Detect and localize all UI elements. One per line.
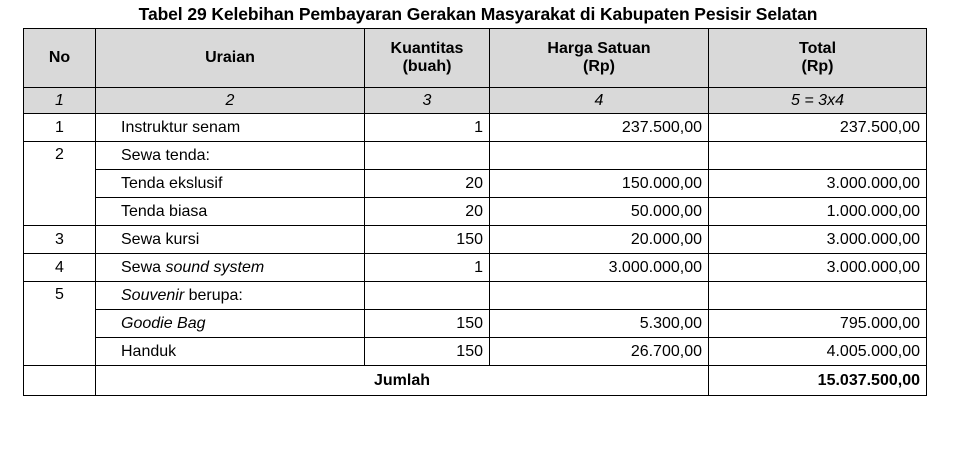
total-row xyxy=(24,366,927,396)
row-harga: 26.700,00 xyxy=(490,338,709,366)
index-col-1: 1 xyxy=(24,88,96,114)
row-uraian xyxy=(96,170,365,198)
row-uraian xyxy=(96,282,365,310)
row-uraian-italic-text: Goodie Bag xyxy=(121,314,206,332)
row-uraian-text: Instruktur senam xyxy=(121,118,241,136)
row-harga: 3.000.000,00 xyxy=(490,254,709,282)
header-uraian: Uraian xyxy=(96,29,365,88)
row-uraian xyxy=(96,142,365,170)
row-harga: 20.000,00 xyxy=(490,226,709,254)
row-uraian-italic-text: sound system xyxy=(165,258,265,276)
row-total: 3.000.000,00 xyxy=(709,226,927,254)
row-uraian-text: Sewa xyxy=(121,258,166,276)
header-harga-line1: Harga Satuan xyxy=(547,40,651,58)
row-kuantitas: 1 xyxy=(365,254,490,282)
row-no: 3 xyxy=(24,226,96,254)
row-total: 4.005.000,00 xyxy=(709,338,927,366)
table-row xyxy=(24,198,927,226)
table-row xyxy=(24,254,927,282)
row-no: 5 xyxy=(24,282,96,366)
row-harga xyxy=(490,142,709,170)
total-row-no xyxy=(24,366,96,396)
row-uraian-text: Tenda biasa xyxy=(121,202,208,220)
column-index-row xyxy=(24,88,927,114)
row-kuantitas: 150 xyxy=(365,338,490,366)
header-harga-line2: (Rp) xyxy=(583,58,615,75)
row-total: 237.500,00 xyxy=(709,114,927,142)
table-row xyxy=(24,282,927,310)
index-col-2: 2 xyxy=(96,88,365,114)
row-kuantitas: 20 xyxy=(365,170,490,198)
row-harga: 237.500,00 xyxy=(490,114,709,142)
table-title: Tabel 29 Kelebihan Pembayaran Gerakan Masyarakat di Kabupaten Pesisir Selatan xyxy=(138,4,818,24)
row-kuantitas: 150 xyxy=(365,310,490,338)
header-kuantitas-line2: (buah) xyxy=(402,58,452,75)
header-row xyxy=(24,29,927,88)
row-kuantitas xyxy=(365,142,490,170)
row-uraian xyxy=(96,338,365,366)
row-total xyxy=(709,282,927,310)
index-col-5: 5 = 3x4 xyxy=(709,88,927,114)
row-uraian-text: Handuk xyxy=(121,342,177,360)
row-uraian xyxy=(96,114,365,142)
row-uraian xyxy=(96,310,365,338)
table-row xyxy=(24,114,927,142)
row-kuantitas: 1 xyxy=(365,114,490,142)
total-value: 15.037.500,00 xyxy=(709,366,927,396)
row-uraian-text: Sewa tenda: xyxy=(121,146,210,164)
header-harga-satuan xyxy=(490,29,709,88)
row-uraian xyxy=(96,198,365,226)
row-uraian-text: Sewa kursi xyxy=(121,230,200,248)
row-kuantitas: 20 xyxy=(365,198,490,226)
row-total xyxy=(709,142,927,170)
row-harga: 5.300,00 xyxy=(490,310,709,338)
header-kuantitas xyxy=(365,29,490,88)
row-total: 795.000,00 xyxy=(709,310,927,338)
row-kuantitas xyxy=(365,282,490,310)
row-harga: 150.000,00 xyxy=(490,170,709,198)
index-col-4: 4 xyxy=(490,88,709,114)
table-row xyxy=(24,338,927,366)
total-label: Jumlah xyxy=(96,366,709,396)
row-kuantitas: 150 xyxy=(365,226,490,254)
row-no: 2 xyxy=(24,142,96,226)
row-harga: 50.000,00 xyxy=(490,198,709,226)
row-total: 3.000.000,00 xyxy=(709,170,927,198)
row-uraian xyxy=(96,226,365,254)
row-uraian-italic-text: Souvenir xyxy=(121,286,185,304)
header-no: No xyxy=(24,29,96,88)
table-row xyxy=(24,226,927,254)
header-total-line1: Total xyxy=(798,40,837,58)
header-kuantitas-line1: Kuantitas xyxy=(390,40,464,58)
row-no: 1 xyxy=(24,114,96,142)
row-uraian-text: Tenda ekslusif xyxy=(121,174,223,192)
kelebihan-pembayaran-table xyxy=(23,28,927,396)
table-row xyxy=(24,142,927,170)
row-uraian xyxy=(96,254,365,282)
table-row xyxy=(24,310,927,338)
header-total xyxy=(709,29,927,88)
row-uraian-text: berupa: xyxy=(184,286,243,304)
row-no: 4 xyxy=(24,254,96,282)
header-total-line2: (Rp) xyxy=(801,58,834,75)
row-total: 3.000.000,00 xyxy=(709,254,927,282)
row-total: 1.000.000,00 xyxy=(709,198,927,226)
row-harga xyxy=(490,282,709,310)
index-col-3: 3 xyxy=(365,88,490,114)
table-row xyxy=(24,170,927,198)
